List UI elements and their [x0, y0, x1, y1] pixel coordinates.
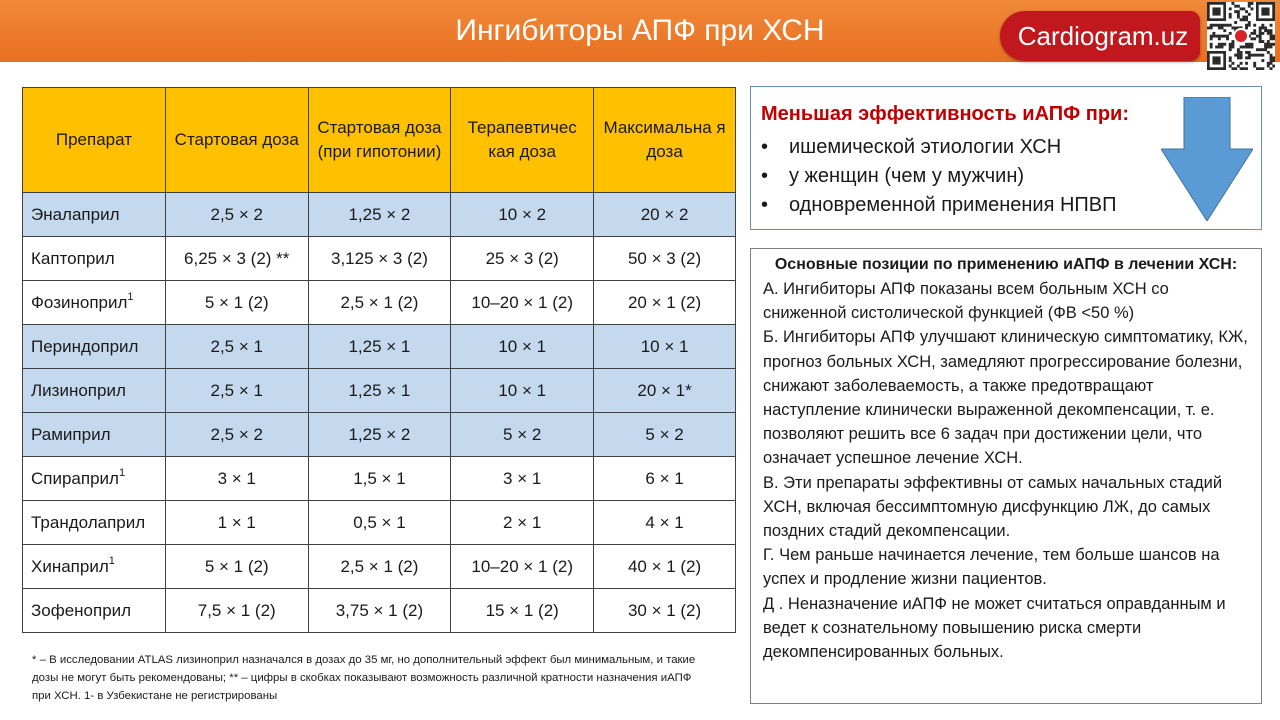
arrow-down-icon — [1161, 97, 1253, 221]
table-footnote: * – В исследовании ATLAS лизиноприл назначался в дозах до 35 мг, но дополнительный эффект был минимальным, и такие дозы не могут быть рекомендованы; ** – цифры в скобках показывают возможность различной кратности назначения иАПФ при ХСН. 1- в Узбекистане не регистрированы — [32, 654, 696, 702]
cell-start-dose: 5 × 1 (2) — [165, 545, 308, 589]
cell-drug — [23, 545, 166, 589]
column-header-therapeutic-dose: Терапевтичес кая доза — [451, 88, 594, 193]
cell-max-dose: 6 × 1 — [594, 457, 736, 501]
cell-start-dose-hypotension: 2,5 × 1 (2) — [308, 281, 451, 325]
cell-therapeutic-dose: 2 × 1 — [451, 501, 594, 545]
cell-start-dose-hypotension: 2,5 × 1 (2) — [308, 545, 451, 589]
cell-max-dose: 20 × 1* — [594, 369, 736, 413]
cell-start-dose-hypotension: 3,125 × 3 (2) — [308, 237, 451, 281]
drug-name: Зофеноприл — [31, 600, 132, 620]
drug-name: Лизиноприл — [31, 380, 126, 400]
table-row — [23, 589, 736, 633]
drug-name: Трандолаприл — [31, 512, 146, 532]
cell-therapeutic-dose: 5 × 2 — [451, 413, 594, 457]
cell-therapeutic-dose: 25 × 3 (2) — [451, 237, 594, 281]
cell-start-dose: 7,5 × 1 (2) — [165, 589, 308, 633]
cell-drug — [23, 457, 166, 501]
table-row — [23, 193, 736, 237]
cell-start-dose-hypotension: 3,75 × 1 (2) — [308, 589, 451, 633]
cell-max-dose: 40 × 1 (2) — [594, 545, 736, 589]
cell-drug — [23, 281, 166, 325]
drug-name: Эналаприл — [31, 204, 120, 224]
column-header-start-dose: Стартовая доза — [165, 88, 308, 193]
cell-max-dose: 5 × 2 — [594, 413, 736, 457]
cell-therapeutic-dose: 10 × 2 — [451, 193, 594, 237]
cell-drug — [23, 501, 166, 545]
table-header-row — [23, 88, 736, 193]
table-row — [23, 457, 736, 501]
cell-therapeutic-dose: 15 × 1 (2) — [451, 589, 594, 633]
position-paragraph-d: Г. Чем раньше начинается лечение, тем больше шансов на успех и продление жизни пациентов. — [763, 546, 1220, 589]
table-row — [23, 237, 736, 281]
cell-max-dose: 50 × 3 (2) — [594, 237, 736, 281]
cell-max-dose: 4 × 1 — [594, 501, 736, 545]
cell-therapeutic-dose: 10–20 × 1 (2) — [451, 545, 594, 589]
table-row — [23, 281, 736, 325]
key-positions-text — [763, 277, 1249, 664]
key-positions-box — [750, 248, 1262, 704]
drug-name: Каптоприл — [31, 248, 115, 268]
cardiogram-logo[interactable]: Cardiogram.uz — [1000, 11, 1200, 61]
cell-start-dose: 1 × 1 — [165, 501, 308, 545]
drug-name: Фозиноприл — [31, 292, 128, 312]
position-paragraph-e: Д . Неназначение иАПФ не может считаться оправданным и ведет к сознательному повышению риска смерти декомпенсированных больных. — [763, 594, 1226, 662]
cell-start-dose: 2,5 × 1 — [165, 369, 308, 413]
cell-therapeutic-dose: 10–20 × 1 (2) — [451, 281, 594, 325]
cell-therapeutic-dose: 10 × 1 — [451, 325, 594, 369]
qr-code-icon[interactable] — [1207, 2, 1275, 70]
cell-drug — [23, 237, 166, 281]
cell-therapeutic-dose: 3 × 1 — [451, 457, 594, 501]
cell-start-dose-hypotension: 0,5 × 1 — [308, 501, 451, 545]
table-row — [23, 545, 736, 589]
table-row — [23, 369, 736, 413]
column-header-max-dose: Максимальна я доза — [594, 88, 736, 193]
cell-max-dose: 20 × 2 — [594, 193, 736, 237]
footnote-marker: 1 — [127, 290, 134, 303]
effectiveness-list — [761, 133, 1117, 220]
position-paragraph-a: А. Ингибиторы АПФ показаны всем больным ХСН со сниженной систолической функцией (ФВ <50 %) — [763, 280, 1169, 323]
cell-max-dose: 30 × 1 (2) — [594, 589, 736, 633]
slide-title: Ингибиторы АПФ при ХСН — [455, 14, 825, 47]
cell-start-dose: 2,5 × 2 — [165, 193, 308, 237]
cell-start-dose-hypotension: 1,25 × 1 — [308, 369, 451, 413]
table-row — [23, 413, 736, 457]
drug-name: Периндоприл — [31, 336, 139, 356]
cell-start-dose: 3 × 1 — [165, 457, 308, 501]
cell-drug — [23, 589, 166, 633]
position-paragraph-b: Б. Ингибиторы АПФ улучшают клиническую симптоматику, КЖ, прогноз больных ХСН, замедляют прогрессирование болезни, снижают заболеваемость, а также предотвращают наступление клинически выраженной декомпенсации, т. е. позволяют решить все 6 задач при достижении цели, что означает успешное лечение ХСН. — [763, 328, 1248, 468]
cell-max-dose: 20 × 1 (2) — [594, 281, 736, 325]
cell-drug — [23, 193, 166, 237]
cell-drug — [23, 369, 166, 413]
position-paragraph-c: В. Эти препараты эффективны от самых начальных стадий ХСН, включая бессимптомную дисфункцию ЛЖ, до самых поздних стадий декомпенсации. — [763, 473, 1223, 541]
column-header-drug: Препарат — [23, 88, 166, 193]
cell-start-dose-hypotension: 1,5 × 1 — [308, 457, 451, 501]
cell-therapeutic-dose: 10 × 1 — [451, 369, 594, 413]
effectiveness-box — [750, 86, 1262, 230]
cell-start-dose: 6,25 × 3 (2) ** — [165, 237, 308, 281]
effectiveness-title: Меньшая эффективность иАПФ при: — [761, 103, 1130, 125]
ace-inhibitors-table — [22, 87, 736, 633]
table-row — [23, 325, 736, 369]
drug-name: Хинаприл — [31, 556, 109, 576]
footnote-marker: 1 — [118, 466, 126, 479]
list-item: • у женщин (чем у мужчин) — [761, 162, 1117, 191]
cell-start-dose-hypotension: 1,25 × 2 — [308, 413, 451, 457]
drug-name: Рамиприл — [31, 424, 111, 444]
cell-start-dose: 5 × 1 (2) — [165, 281, 308, 325]
cell-start-dose-hypotension: 1,25 × 1 — [308, 325, 451, 369]
footnote-marker: 1 — [108, 554, 115, 567]
key-positions-title: Основные позиции по применению иАПФ в лечении ХСН: — [774, 256, 1238, 273]
cell-start-dose: 2,5 × 2 — [165, 413, 308, 457]
cell-drug — [23, 325, 166, 369]
cell-max-dose: 10 × 1 — [594, 325, 736, 369]
column-header-start-dose-hypotension: Стартовая доза (при гипотонии) — [308, 88, 451, 193]
drug-name: Спираприл — [31, 468, 119, 488]
cell-drug — [23, 413, 166, 457]
list-item: • ишемической этиологии ХСН — [761, 133, 1117, 162]
list-item: • одновременной применения НПВП — [761, 191, 1117, 220]
cell-start-dose-hypotension: 1,25 × 2 — [308, 193, 451, 237]
table-row — [23, 501, 736, 545]
cell-start-dose: 2,5 × 1 — [165, 325, 308, 369]
